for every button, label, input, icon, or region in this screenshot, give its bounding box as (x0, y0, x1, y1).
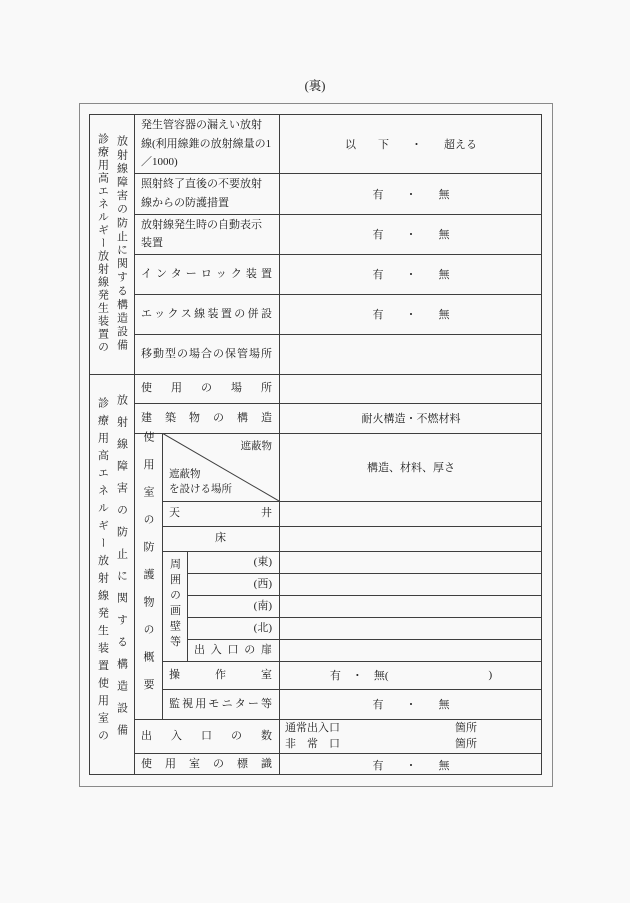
wall-east-label: (東) (253, 556, 272, 568)
wall-west-label: (西) (253, 578, 272, 590)
leakage-radiation-label (134, 115, 279, 173)
operation-room-label: 操作室 (169, 669, 272, 681)
page-title: (裏) (304, 79, 326, 93)
shield-location-title (169, 467, 232, 497)
interlock-device-value (279, 254, 542, 294)
shield-location-line1: 遮蔽物 (169, 469, 201, 480)
side-label-hazard-prevention: 放射線障害の防止に関する構造設備 (115, 394, 128, 746)
auto-display-device-value (279, 214, 542, 254)
shield-matrix-header-cell (162, 433, 279, 501)
form-table (89, 114, 542, 775)
section1-side-label (90, 115, 134, 374)
wall-north-label: (北) (253, 622, 272, 634)
xray-device-annex-label: エックス線装置の併設 (141, 308, 272, 320)
auto-display-device-label (134, 214, 279, 254)
emergency-exit-unit: 箇所 (455, 738, 477, 750)
room-sign-value (279, 753, 542, 775)
leakage-radiation-text: 発生管容器の漏えい放射線(利用線錐の放射線量の1／1000) (141, 119, 272, 169)
yes-no-choice: 有 ・ 無 (372, 188, 450, 201)
yes-no-choice: 有 ・ 無 (372, 229, 450, 241)
shield-location-line2: を設ける場所 (169, 484, 232, 495)
room-sign-label: 使用室の標識 (141, 758, 272, 770)
entrance-row-emergency (279, 736, 542, 753)
leakage-radiation-value (279, 115, 542, 173)
post-irradiation-protection-text: 照射終了直後の不要放射線からの防護措置 (141, 178, 262, 209)
post-irradiation-protection-label (134, 173, 279, 214)
shield-column-title: 遮蔽物 (240, 441, 272, 452)
operation-room-value (279, 661, 542, 689)
yes-no-choice: 有 ・ 無 (372, 759, 450, 772)
mobile-storage-place-label: 移動型の場合の保管場所 (141, 348, 272, 360)
shield-overview-label (134, 430, 162, 719)
post-irradiation-protection-value (279, 173, 542, 214)
below-exceed-choice: 以 下 ・ 超える (345, 139, 477, 151)
perimeter-walls-text: 周囲の画壁等 (168, 557, 181, 651)
close-paren: ) (488, 669, 493, 681)
usage-place-label: 使用の場所 (141, 382, 272, 394)
normal-entrance-label: 通常出入口 (285, 721, 340, 734)
wall-south-label: (南) (253, 600, 272, 612)
monitor-label: 監視用モニター等 (169, 698, 272, 710)
yes-no-open-paren: 有 ・ 無( (329, 670, 389, 682)
perimeter-walls-label (162, 551, 187, 661)
building-structure-value (279, 403, 542, 433)
auto-display-device-text: 放射線発生時の自動表示装置 (141, 218, 262, 249)
section2-side-label (90, 374, 134, 775)
shield-overview-text: 使用室の防護物の概要 (142, 430, 154, 706)
normal-entrance-unit: 箇所 (455, 721, 477, 734)
yes-no-choice: 有 ・ 無 (372, 269, 450, 281)
emergency-exit-label: 非 常 口 (285, 738, 340, 750)
entrance-count-label: 出入口の数 (141, 730, 272, 742)
building-structure-label: 建築物の構造 (141, 412, 272, 424)
interlock-device-label: インターロック装置 (141, 268, 272, 280)
side-label-hazard-prevention: 放射線障害の防止に関する構造設備 (115, 134, 128, 353)
side-label-device: 診療用高エネルギー放射線発生装置の (96, 133, 109, 354)
structure-material-thickness-text: 構造、材料、厚さ (367, 462, 455, 474)
entrance-count-value (279, 719, 542, 753)
fireproof-choice: 耐火構造・不燃材料 (361, 413, 461, 425)
shield-structure-header (279, 433, 542, 501)
entrance-door-label: 出入口の扉 (194, 644, 272, 656)
mobile-storage-place-value (279, 334, 542, 374)
side-label-use-room: 診療用高エネルギー放射線発生装置使用室の (96, 397, 109, 747)
monitor-value (279, 689, 542, 719)
floor-label: 床 (215, 532, 226, 544)
yes-no-choice: 有 ・ 無 (372, 699, 450, 711)
yes-no-choice: 有 ・ 無 (372, 309, 450, 321)
entrance-row-normal (279, 720, 542, 737)
ceiling-label: 天井 (169, 507, 272, 519)
xray-device-annex-value (279, 294, 542, 334)
